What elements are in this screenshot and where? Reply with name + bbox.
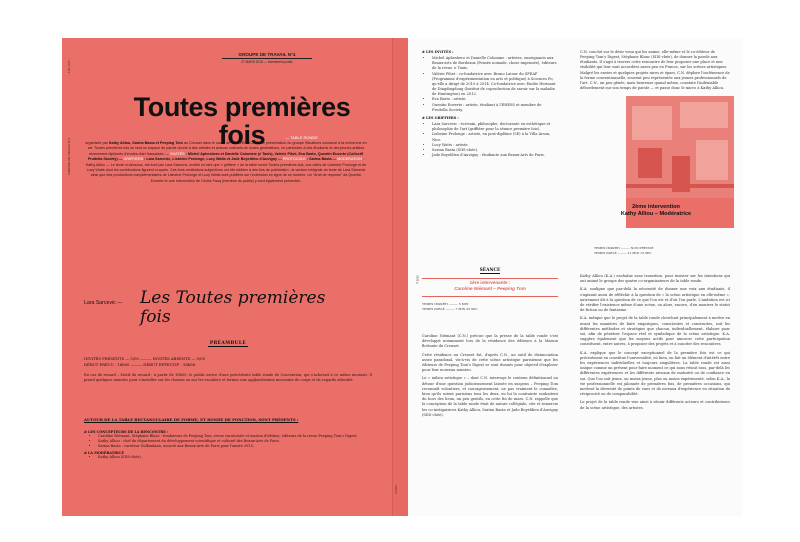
paragraph: K.A. souligne que par-delà la nécessité de donner une voix aux étudiants, il s'agissait aussi de réfléchir à la question de « la scène artistique en elle-même », autrement dit à la question de ce que l'on est et d'où l'on parle. L'ambition est ici de vérifier l'existence même d'une scène, ou alors, encore, d'en montrer le statut de fiction ou de fantasme. — [580, 287, 730, 313]
list-item: • Michel Aphesbero et Danielle Colomine : artistes, enseignants aux Beaux-arts de Bordeaux (Pensée nomade, chose imprimée), éditeurs de la revue ≠ Taxis. — [432, 56, 558, 71]
section-side-label: GROUPE DE TRAVAIL N°4 — [67, 138, 71, 175]
list-item: • Jade Boyeldieu d'Auvigny : étudiante aux Beaux-Arts de Paris. — [432, 153, 558, 158]
preambule-paragraph: En cas de renard – Motif du renard : à partir de 16h00, le public arrive d'une précédente table ronde de Convention, qui s'achevait à ce même moment. Il prend quelques minutes pour s'installer sur les chaises ou sur les escaliers et former une agglomération mouvante de corps et de regards attentifs. — [84, 373, 372, 383]
intro-paragraph — [84, 141, 368, 184]
time-spoken: TEMPS PARLÉ ——— 7 MIN 33 SEC — [422, 307, 478, 311]
preambule-text: PRÉAMBULE — [209, 341, 247, 346]
intro-text: : Kathy Alliou — Le texte ci-dessous, est écrit par Lara Sarcevic, invitée en tant que « griffiere » de la table ronde Toutes premières fois, aux côtés de Lisbeine Prolonge et de Lucy Watts dont les contributions figurent ci-après. Ces trois restitutions subjectives ont été éditées à des fins de publication ; la version intégrale du texte de Lara Sarcevic ainsi que des productions complémentaires de Lisbeine Prolonge et Lucy Watts sont publiées sur l'extension en ligne de ce numéro. Un "droit de réponse" de Quentin Euverte et une intervention de Cédric Fauq (membre du public) y sont également présentés. — [85, 157, 367, 183]
paragraph: Caroline Niémant (C.N.) précise que la presse de la table ronde s'est développé notamment lors de la résidence des éditeurs à la Maison flottante du Creuset. — [422, 334, 558, 349]
time-allotted: TEMPS IMPARTI ——— 5 MIN — [422, 302, 469, 306]
invites-label: INVITÉS — [170, 151, 185, 156]
article-title: Les Toutes premières fois — [140, 288, 326, 327]
list-item: • Quentin Euverte : artiste, étudiant à l'EHESS et membre de Fruitella Society. — [432, 103, 558, 113]
list-item: • Lisbeine Prolonge : artiste, en post-diplôme (5E) à la Villa Arson, Nice. — [432, 132, 558, 142]
list-item: • Lara Sarcevic : écrivain, philosophe, doctorante en esthétique et philosophie de l'art (griffière pour la séance première fois). — [432, 122, 558, 132]
concepteurs-list — [84, 434, 372, 449]
group-label: GROUPE DE TRAVAIL N°4 — [222, 52, 312, 59]
event-photo — [626, 96, 734, 202]
attendance-counts — [84, 356, 205, 368]
griffiers-heading: # LES GRIFFIERS : — [422, 115, 459, 120]
paragraph: Kathy Alliou (K.A.) enchaîne sans transition, pour insister sur les intentions qui ont animé le groupe des quatre co-organisateurs de la table ronde. — [580, 274, 730, 284]
right-page — [408, 38, 742, 516]
moderation-label: MODÉRATION — [337, 157, 362, 162]
seance-heading — [422, 268, 558, 273]
participants-column — [422, 50, 558, 161]
list-item: • Lucy Watts : artiste. — [432, 143, 558, 148]
preambule-heading — [84, 341, 372, 346]
intervention-speaker: Kathy Alliou – Modératrice — [620, 211, 692, 218]
invites-names: : Michel Aphesbero et Danielle Colomine (≠ Taxis), Valérie Pihet, Eva Barto, Quentin Euverte (Collectif Fruitella Society) — — [87, 151, 364, 162]
continuation-column — [580, 50, 730, 91]
list-item: • Caroline Niémant, Stéphane Blanc : fondateurs de Peeping Tom, revue curatoriale et maison d'édition, éditeurs de la revue Peeping Tom's Digest. — [98, 434, 372, 439]
invites-heading: # LES INVITÉS : — [422, 50, 454, 54]
list-item: • Kathy Alliou : chef du département du développement scientifique et culturel des Beaux-Arts de Paris. — [98, 439, 372, 444]
intervention-1-body — [422, 334, 558, 421]
intervention-1-times — [422, 302, 478, 312]
intervention-number: 1ère intervenante : — [469, 280, 511, 285]
list-item: • Sarina Basta : curateur Gulbenkian, associé aux Beaux-Arts de Paris pour l'année 2015. — [98, 444, 372, 449]
paragraph: C.N. conclut sur le désir venu qui les anime, elle-même et le co-éditeur de Peeping Tom's Digest, Stéphane Blanc (SIIS-chée), de donner la parole aux étudiants. Il s'agit à travers cette rencontre de leur proposer une place et une visibilité qui leur sont accordées assez peu en France, sur les scènes artistiques. Malgré les envies et quelques projets rares et épars, C.N. déplore l'inclémence de la forme conventionnelle, souvent peu représentée aux jeunes professionnels de l'art. C.N., un peu gênée, mais heureuse quand même, constate l'indéniable débordement sur son temps de parole — et passe donc le micro à Kathy Alliou. — [580, 50, 730, 91]
protocole-label: PROTOCOLE — [282, 157, 306, 162]
divider — [422, 296, 558, 297]
role-heading: # LA MODÉRATRICE — [84, 451, 124, 455]
magazine-spread — [62, 38, 742, 516]
table-ronde-label: — TABLE RONDE — [285, 135, 318, 140]
side-page-mark: © 2015 — [416, 275, 420, 284]
spine-mark: Ce livre — [394, 485, 398, 494]
intervention-2-body — [580, 274, 730, 414]
divider — [422, 278, 558, 279]
protocole-name: : Sarina Basta — — [305, 157, 338, 162]
paragraph: Le « milieu artistique » – dont C.N. interroge le contenu définitionnel au détour d'une question judicieusement laissée en suspens – Peeping Tom reconnaît volontiers, et courageusement, ne pas vraiment le connaître, bien qu'ils soient parisiens tous les deux, en lui la contrainte souhaitent du hors des lieux, un peu gentils, en cette fin de mars. C.N. rappelle que la conception de la table ronde était de nature collégiale, cite et remercie les co-instigatrices Kathy Alliou, Sarina Basta et Jade Boyeldieu d'Auvigny (SIIS-chée). — [422, 376, 558, 417]
organizers: Kathy Alliou, Sarina Basta et Peeping Tom — [108, 141, 183, 145]
intervention-2-times — [594, 246, 654, 256]
left-page — [62, 38, 392, 516]
author-name: Lara Sarcevic — — [84, 300, 123, 306]
page-title: Toutes premières fois — [133, 92, 351, 150]
attendees-subheading: AUTOUR DE LA TABLE RECTANGULAIRE DE FORME, ET RONDE DE FONCTION, SONT PRÉSENTS : — [84, 417, 299, 422]
page-number-side: – 136 | 137 – — [67, 58, 71, 76]
section-header — [222, 52, 312, 64]
paragraph: K.A. indique que le projet de la table ronde cherchait principalement à mettre en avant les manières de faire empiriques, conscientes et construites, soit les différentes méthodes et stratégies que chacun, individuellement, élabore pour soi, afin de pénétrer l'espace réel et symbolique de la scène artistique. K.A. suggère également que les moyens actifs pour amorcer cette participation constituent, entre autres, à proposer des projets et à susciter des rencontres. — [580, 316, 730, 347]
roles-section — [84, 428, 372, 460]
role-heading: # LES CONCEPTEURS DE LA RENCONTRE : — [84, 430, 169, 434]
intro-text: au Creuset dans le cadre de CONVENTION : une présentation du groupe Situations consacré à la recherche en art. Toutes premières fois se veut un espace de parole donné à des artistes et acteurs culturels de toutes générations, en particulier à des étudiants et des jeunes artistes récemment diplômés d'écoles d'art françaises. — — [87, 141, 367, 156]
invites-list — [422, 56, 558, 113]
paragraph: K.A. explique que le concept exceptionnel de la première fois est ce qui précisément en constitue l'universalité, où bien, en fait un élément d'intérêt entre les expériences individuelles et toujours singulières. La table ronde est ainsi unique comme un présent pour faire moment ce qui nous réunit tous, par-delà les différentes expériences et les différents niveaux de maturité ou de confiance en soi. Que l'on soit jeune, ou moins jeune, plus ou moins expérimenté, selon K.A., la vie professionnelle est jalonnée de premières fois, de premières occasions, qui mettent la diversité de points de vues et de niveaux d'expérience en situation de réciprocité ou de comparabilité. — [580, 350, 730, 397]
seance-text: SÉANCE — [479, 268, 501, 273]
list-item: • Kathy Alliou (SIIS-chée). — [98, 455, 372, 460]
moderatrice-list — [84, 455, 372, 460]
intervention-2-heading — [580, 204, 732, 219]
count-present: INVITÉS PRÉSENTS — 5/05 ——— INVITÉS ABSENTS — 0/05 — [84, 356, 206, 361]
time-allotted: TEMPS IMPARTI ——— NON PRÉCISÉ — [594, 246, 654, 250]
list-item: • Sarina Basta (SIIS-chée). — [432, 148, 558, 153]
griffiers-names: : Lara Sarcevic, Lisbeine Prolonge, Lucy Watts et Jade Boyeldieu d'Auvigny — — [143, 157, 283, 162]
time-spoken: TEMPS PARLÉ ——— 21 MIN 15 SEC — [594, 251, 652, 255]
griffiers-label: GRIFFIERS — [123, 157, 144, 162]
intervention-1-heading — [422, 280, 558, 292]
list-item: • Valérie Pihet : co-fondatrice avec Bruno Latour du SPEAP (Programme d'expérimentation en arts et politique) à Sciences Po, qu'elle a dirigé de 2010 à 2014. Co-fondatrice avec Emilie Hermant de Dingdingdong (Institut de coproduction de savoir sur la maladie de Huntington) en 2012. — [432, 72, 558, 98]
page-fold — [392, 38, 409, 516]
intro-text: organisée par — [85, 141, 109, 145]
paragraph: Le projet de la table ronde vise ainsi à réunir différents acteurs et contributeurs de la scène artistique, des artistes. — [580, 400, 730, 410]
intervention-speaker: Caroline Niémant – Peeping Tom — [454, 286, 526, 292]
intervention-number: 2ème intervention — [632, 204, 680, 210]
paragraph: Cette résidence au Creuset fut, d'après C.N., un outil de distanciation assez paradoxal, vis-à-vis de cette scène artistique parisienne que les éditeurs de Peeping Tom's Digest se sont donnés pour objectif d'explorer pour leur nouveau numéro. — [422, 352, 558, 373]
count-start: DÉBUT PRÉVU : 16h00 ——— DÉBUT EFFECTIF : 16h06. — [84, 362, 197, 367]
header-date: 27 MARS 2015 — événement public — [241, 60, 293, 64]
griffiers-list — [422, 122, 558, 158]
list-item: • Eva Barto : artiste. — [432, 97, 558, 102]
